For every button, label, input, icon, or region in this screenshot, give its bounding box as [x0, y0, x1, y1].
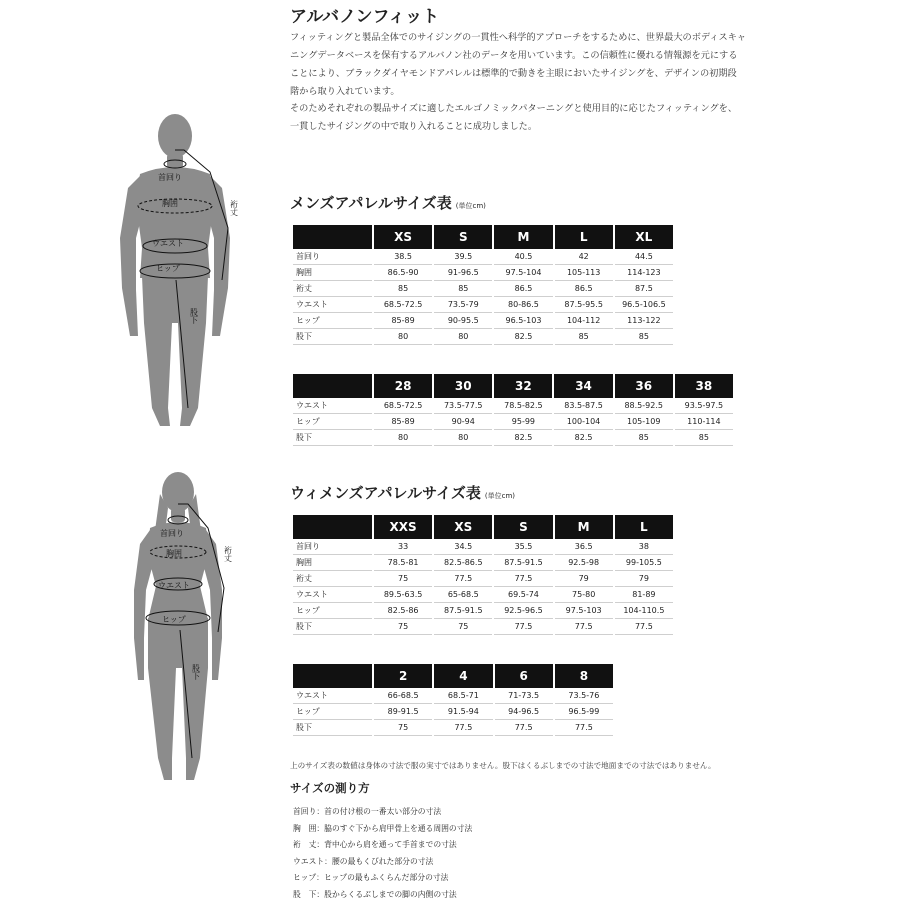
size-header: 28 [374, 374, 432, 398]
mens-bottoms-header-row [293, 374, 733, 398]
female-silhouette [134, 472, 222, 780]
table-row [293, 249, 673, 265]
size-header: M [555, 515, 613, 539]
womens-tops-header-row [293, 515, 673, 539]
intro-p2-line-2: 一貫したサイジングの中で取り入れることに成功しました。 [290, 121, 538, 132]
table-cell: 82.5 [494, 430, 552, 446]
list-item: 胸 囲：脇のすぐ下から肩甲骨上を通る周囲の寸法 [293, 823, 473, 833]
table-row [293, 619, 673, 635]
size-header: 34 [554, 374, 612, 398]
table-row [293, 587, 673, 603]
table-cell: 99-105.5 [615, 555, 673, 571]
female-waist-label: ウエスト [158, 581, 190, 590]
size-header: M [494, 225, 552, 249]
table-cell: 97.5-104 [494, 265, 552, 281]
table-cell: 90-95.5 [434, 313, 492, 329]
intro-p1-line-1: フィッティングと製品全体でのサイジングの一貫性へ科学的アプローチをするために、世界最大のボディスキャ [290, 32, 747, 43]
table-cell: 77.5 [494, 619, 552, 635]
table-cell: 75 [434, 619, 492, 635]
row-label: ウエスト [293, 297, 372, 313]
table-cell: 85 [555, 329, 613, 345]
table-row [293, 398, 733, 414]
list-item: ヒップ：ヒップの最もふくらんだ部分の寸法 [293, 873, 449, 883]
female-sleeve-label: 裄丈 [223, 546, 233, 562]
row-label: ヒップ [293, 603, 372, 619]
size-header: 2 [374, 664, 432, 688]
table-cell: 40.5 [494, 249, 552, 265]
table-cell: 77.5 [555, 720, 613, 736]
table-cell: 105-109 [615, 414, 673, 430]
row-label: 胸囲 [293, 265, 372, 281]
womens-tops-table [291, 515, 675, 635]
table-cell: 68.5-72.5 [374, 398, 432, 414]
table-cell: 82.5-86.5 [434, 555, 492, 571]
table-cell: 75 [374, 619, 432, 635]
table-cell: 90-94 [434, 414, 492, 430]
table-row [293, 281, 673, 297]
table-cell: 105-113 [555, 265, 613, 281]
table-row [293, 688, 613, 704]
female-inseam-label: 股下 [191, 664, 201, 680]
row-label: ヒップ [293, 704, 372, 720]
size-header: L [555, 225, 613, 249]
size-header: 30 [434, 374, 492, 398]
table-cell: 34.5 [434, 539, 492, 555]
mens-bottoms-table [291, 374, 735, 446]
table-cell: 77.5 [495, 720, 553, 736]
table-cell: 87.5 [615, 281, 673, 297]
intro-paragraph-2 [290, 100, 790, 136]
size-header: 8 [555, 664, 613, 688]
measurement-list [293, 804, 472, 904]
table-corner [293, 515, 372, 539]
list-item: 裄 丈：背中心から肩を通って手首までの寸法 [293, 840, 457, 850]
table-cell: 92.5-98 [555, 555, 613, 571]
table-cell: 77.5 [615, 619, 673, 635]
table-cell: 68.5-71 [434, 688, 492, 704]
table-cell: 85 [615, 329, 673, 345]
table-cell: 88.5-92.5 [615, 398, 673, 414]
table-cell: 81-89 [615, 587, 673, 603]
table-cell: 80 [434, 430, 492, 446]
row-label: ウエスト [293, 688, 372, 704]
female-body-figure [118, 468, 268, 798]
row-label: ヒップ [293, 414, 372, 430]
table-cell: 100-104 [554, 414, 612, 430]
mens-size-title [290, 192, 486, 213]
size-header: 36 [615, 374, 673, 398]
table-cell: 86.5 [494, 281, 552, 297]
row-label: ヒップ [293, 313, 372, 329]
table-cell: 66-68.5 [374, 688, 432, 704]
table-cell: 96.5-103 [494, 313, 552, 329]
table-row [293, 313, 673, 329]
womens-unit: (単位cm) [484, 492, 516, 500]
womens-title-text: ウィメンズアパレルサイズ表 [290, 484, 481, 502]
table-cell: 97.5-103 [555, 603, 613, 619]
size-header: XL [615, 225, 673, 249]
female-chest-label: 胸囲 [166, 549, 182, 558]
table-cell: 65-68.5 [434, 587, 492, 603]
table-cell: 85-89 [374, 414, 432, 430]
table-cell: 89.5-63.5 [374, 587, 432, 603]
womens-bottoms-header-row [293, 664, 613, 688]
size-header: L [615, 515, 673, 539]
table-row [293, 265, 673, 281]
list-item: 股 下：股からくるぶしまでの脚の内側の寸法 [293, 889, 457, 899]
table-row [293, 430, 733, 446]
table-cell: 78.5-81 [374, 555, 432, 571]
list-item: 首回り：首の付け根の一番太い部分の寸法 [293, 807, 442, 816]
table-cell: 73.5-76 [555, 688, 613, 704]
male-hip-label: ヒップ [156, 264, 180, 273]
table-cell: 79 [615, 571, 673, 587]
size-note: 上のサイズ表の数値は身体の寸法で服の実寸ではありません。股下はくるぶしまでの寸法で地面までの寸法ではありません。 [290, 761, 716, 770]
table-cell: 104-110.5 [615, 603, 673, 619]
row-label: 裄丈 [293, 571, 372, 587]
table-cell: 38.5 [374, 249, 432, 265]
table-cell: 85 [434, 281, 492, 297]
table-cell: 75-80 [555, 587, 613, 603]
table-row [293, 571, 673, 587]
table-cell: 68.5-72.5 [374, 297, 432, 313]
size-header: 6 [495, 664, 553, 688]
row-label: ウエスト [293, 398, 372, 414]
table-cell: 114-123 [615, 265, 673, 281]
table-cell: 94-96.5 [495, 704, 553, 720]
table-cell: 80 [374, 430, 432, 446]
table-cell: 73.5-77.5 [434, 398, 492, 414]
page-title: アルバノンフィット [290, 7, 440, 27]
table-cell: 104-112 [555, 313, 613, 329]
table-cell: 75 [374, 571, 432, 587]
size-header: 38 [675, 374, 733, 398]
table-cell: 87.5-91.5 [434, 603, 492, 619]
row-label: 股下 [293, 720, 372, 736]
table-cell: 80-86.5 [494, 297, 552, 313]
mens-tops-header-row [293, 225, 673, 249]
size-header: S [494, 515, 552, 539]
table-cell: 39.5 [434, 249, 492, 265]
size-header: S [434, 225, 492, 249]
table-cell: 86.5 [555, 281, 613, 297]
male-body-figure [110, 108, 260, 438]
table-cell: 77.5 [434, 571, 492, 587]
table-corner [293, 664, 372, 688]
table-corner [293, 374, 372, 398]
table-row [293, 297, 673, 313]
table-cell: 85 [374, 281, 432, 297]
table-cell: 38 [615, 539, 673, 555]
table-cell: 83.5-87.5 [554, 398, 612, 414]
table-cell: 42 [555, 249, 613, 265]
row-label: 首回り [293, 249, 372, 265]
table-cell: 80 [434, 329, 492, 345]
table-cell: 75 [374, 720, 432, 736]
table-cell: 91.5-94 [434, 704, 492, 720]
table-cell: 92.5-96.5 [494, 603, 552, 619]
womens-bottoms-table [291, 664, 615, 736]
table-cell: 89-91.5 [374, 704, 432, 720]
table-cell: 85 [675, 430, 733, 446]
table-cell: 91-96.5 [434, 265, 492, 281]
size-header: XXS [374, 515, 432, 539]
table-cell: 69.5-74 [494, 587, 552, 603]
mens-title-text: メンズアパレルサイズ表 [290, 194, 452, 212]
size-header: 32 [494, 374, 552, 398]
table-row [293, 603, 673, 619]
size-header: XS [434, 515, 492, 539]
table-cell: 78.5-82.5 [494, 398, 552, 414]
row-label: ウエスト [293, 587, 372, 603]
table-cell: 77.5 [555, 619, 613, 635]
table-cell: 82.5 [494, 329, 552, 345]
table-cell: 87.5-91.5 [494, 555, 552, 571]
table-cell: 77.5 [494, 571, 552, 587]
intro-p1-line-2: ニングデータベースを保有するアルバノン社のデータを用いています。この信頼性に優れる情報源を元にする [290, 50, 738, 61]
female-neck-label: 首回り [160, 529, 184, 538]
womens-size-title [290, 482, 515, 503]
table-row [293, 329, 673, 345]
size-header: XS [374, 225, 432, 249]
table-row [293, 704, 613, 720]
row-label: 首回り [293, 539, 372, 555]
table-cell: 35.5 [494, 539, 552, 555]
table-cell: 80 [374, 329, 432, 345]
table-cell: 71-73.5 [495, 688, 553, 704]
list-item: ウエスト：腰の最もくびれた部分の寸法 [293, 856, 434, 866]
male-inseam-label: 股下 [189, 308, 199, 324]
table-row [293, 720, 613, 736]
size-header: 4 [434, 664, 492, 688]
male-sleeve-label: 裄丈 [229, 200, 239, 216]
table-cell: 82.5-86 [374, 603, 432, 619]
row-label: 股下 [293, 619, 372, 635]
male-neck-label: 首回り [158, 173, 182, 182]
table-cell: 73.5-79 [434, 297, 492, 313]
table-cell: 95-99 [494, 414, 552, 430]
table-cell: 82.5 [554, 430, 612, 446]
female-hip-label: ヒップ [162, 615, 186, 624]
table-cell: 96.5-99 [555, 704, 613, 720]
table-row [293, 555, 673, 571]
table-cell: 85-89 [374, 313, 432, 329]
table-cell: 93.5-97.5 [675, 398, 733, 414]
male-waist-label: ウエスト [152, 239, 184, 248]
table-row [293, 414, 733, 430]
table-corner [293, 225, 372, 249]
table-cell: 77.5 [434, 720, 492, 736]
intro-p1-line-3: ことにより、ブラックダイヤモンドアパレルは標準的で動きを主眼においたサイジングを、デザインの初期段 [290, 68, 737, 79]
intro-paragraph-1 [290, 29, 790, 101]
table-cell: 86.5-90 [374, 265, 432, 281]
table-cell: 36.5 [555, 539, 613, 555]
table-cell: 87.5-95.5 [555, 297, 613, 313]
male-chest-label: 胸囲 [162, 199, 178, 208]
table-cell: 96.5-106.5 [615, 297, 673, 313]
intro-p1-line-4: 階から取り入れています。 [290, 86, 400, 97]
measurement-title: サイズの測り方 [290, 781, 370, 795]
row-label: 股下 [293, 329, 372, 345]
table-cell: 44.5 [615, 249, 673, 265]
row-label: 股下 [293, 430, 372, 446]
table-cell: 85 [615, 430, 673, 446]
table-cell: 113-122 [615, 313, 673, 329]
table-cell: 33 [374, 539, 432, 555]
table-cell: 79 [555, 571, 613, 587]
intro-p2-line-1: そのためそれぞれの製品サイズに適したエルゴノミックパターニングと使用目的に応じたフィッティングを、 [290, 103, 738, 114]
table-row [293, 539, 673, 555]
row-label: 胸囲 [293, 555, 372, 571]
mens-tops-table [291, 225, 675, 345]
mens-unit: (単位cm) [455, 202, 486, 210]
table-cell: 110-114 [675, 414, 733, 430]
row-label: 裄丈 [293, 281, 372, 297]
